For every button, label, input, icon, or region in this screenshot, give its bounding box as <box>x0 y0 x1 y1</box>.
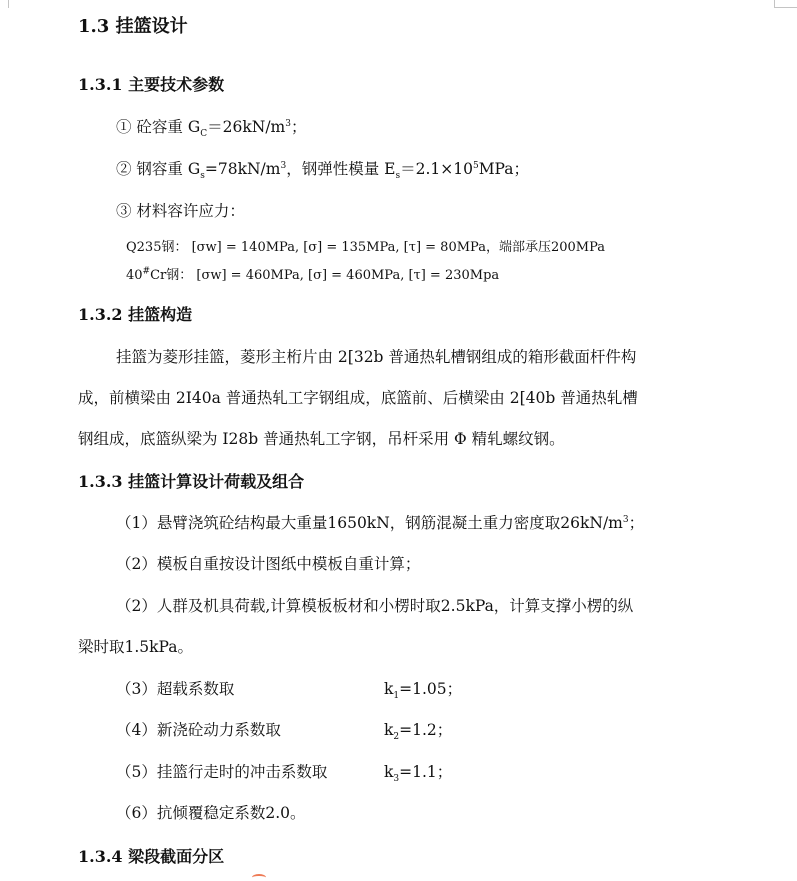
formula-q235-steel: Q235钢： [σw] = 140MPa, [σ] = 135MPa, [τ] = 80MPa，端部承压200MPa <box>126 240 605 255</box>
page-corner-mark-right <box>774 0 797 8</box>
load-item-1: （1）悬臂浇筑砼结构最大重量1650kN，钢筋混凝土重力密度取$26kN/m^3$； <box>116 514 645 532</box>
param-concrete-weight: ① 砼容重 $G_C=26kN/m^3$； <box>116 118 307 140</box>
section-heading-1-3-3: 1.3.3 挂篮计算设计荷载及组合 <box>78 472 305 491</box>
param-allowable-stress: ③ 材料容许应力： <box>116 202 245 220</box>
structure-paragraph-line-3: 钢组成，底篮纵梁为 I28b 普通热轧工字钢，吊杆采用 Φ 精轧螺纹钢。 <box>78 430 565 448</box>
load-item-crowd-line-2: 梁时取1.5kPa。 <box>78 638 194 656</box>
annotation-mark <box>252 874 266 881</box>
param-steel-weight: ② 钢容重 $G_s=78kN/m^3$，钢弹性模量 $E_s=2.1\times 10^5MPa$； <box>116 160 530 182</box>
dynamic-coefficient: $k_2=1.2$； <box>384 721 453 743</box>
load-item-overload-label: （3）超载系数取 <box>116 680 235 698</box>
load-item-anti-overturning: （6）抗倾覆稳定系数2.0。 <box>116 804 306 822</box>
load-item-impact-label: （5）挂篮行走时的冲击系数取 <box>116 763 328 781</box>
impact-coefficient: $k_3=1.1$； <box>384 763 453 785</box>
formula-40cr-steel: 40#Cr钢： [σw] = 460MPa, [σ] = 460MPa, [τ] = 230Mpa <box>126 266 500 283</box>
section-heading-1-3-2: 1.3.2 挂篮构造 <box>78 305 193 324</box>
structure-paragraph-line-2: 成，前横梁由 2I40a 普通热轧工字钢组成，底篮前、后横梁由 2[40b 普通热轧槽 <box>78 389 638 407</box>
overload-coefficient: $k_1=1.05$； <box>384 680 463 702</box>
section-heading-1-3: 1.3 挂篮设计 <box>78 16 188 37</box>
page-corner-mark-left <box>0 0 9 8</box>
load-item-crowd-line-1: （2）人群及机具荷载,计算模板板材和小楞时取2.5kPa，计算支撑小楞的纵 <box>116 597 634 615</box>
section-heading-1-3-1: 1.3.1 主要技术参数 <box>78 75 225 94</box>
load-item-2: （2）模板自重按设计图纸中模板自重计算； <box>116 555 421 573</box>
structure-paragraph-line-1: 挂篮为菱形挂篮，菱形主桁片由 2[32b 普通热轧槽钢组成的箱形截面杆件构 <box>116 348 637 366</box>
load-item-dynamic-label: （4）新浇砼动力系数取 <box>116 721 281 739</box>
section-heading-1-3-4: 1.3.4 梁段截面分区 <box>78 847 225 866</box>
